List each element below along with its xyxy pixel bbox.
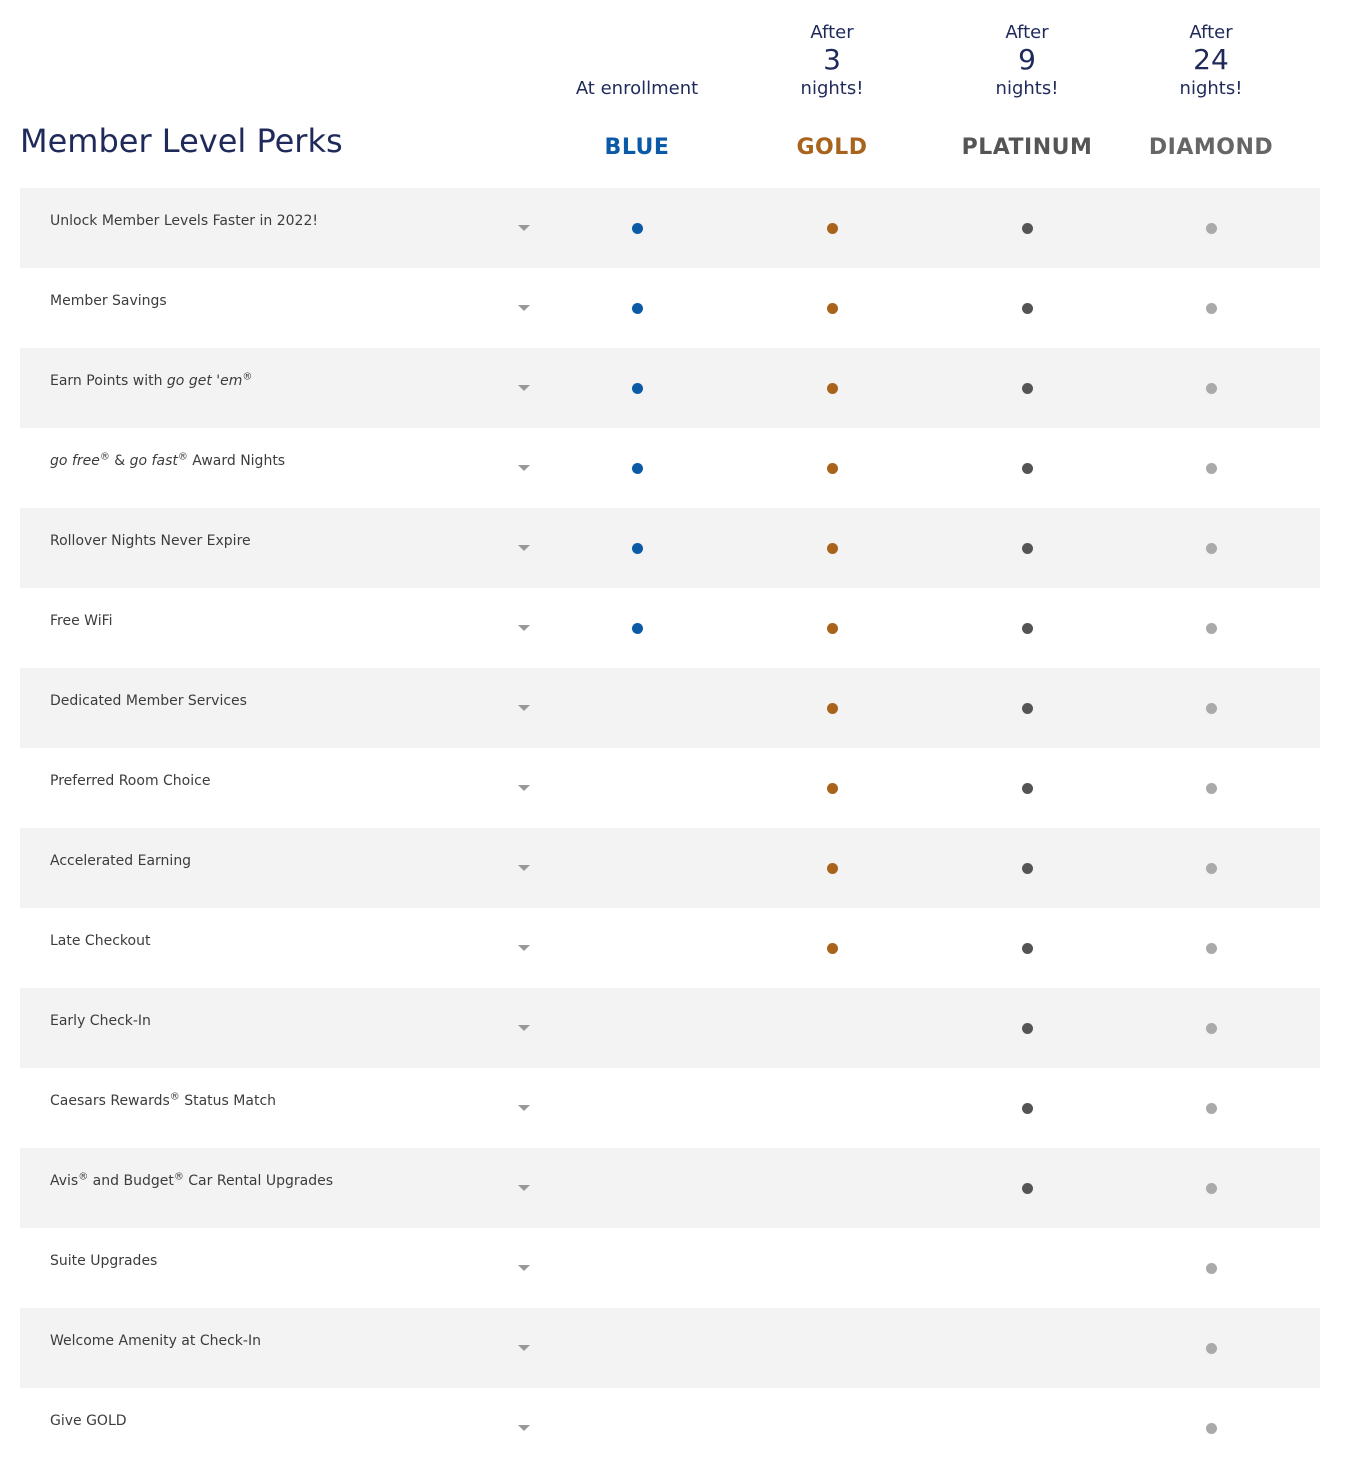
chevron-down-icon[interactable] [518, 945, 530, 951]
chevron-down-icon[interactable] [518, 625, 530, 631]
included-dot-icon-diamond [1206, 383, 1217, 394]
included-dot-icon-blue [632, 383, 643, 394]
included-dot-icon-gold [827, 383, 838, 394]
included-dot-icon-platinum [1022, 783, 1033, 794]
included-dot-icon-gold [827, 463, 838, 474]
chevron-down-icon[interactable] [518, 1425, 530, 1431]
chevron-down-icon[interactable] [518, 705, 530, 711]
included-dot-icon-platinum [1022, 943, 1033, 954]
tier-requirement-prefix: After [1189, 22, 1233, 43]
included-dot-icon-diamond [1206, 543, 1217, 554]
tier-requirement-suffix: nights! [995, 78, 1059, 99]
perk-row-preferred-room-choice[interactable] [20, 748, 1320, 828]
tier-requirement: At enrollment [575, 78, 699, 99]
included-dot-icon-diamond [1206, 463, 1217, 474]
tier-name-diamond: DIAMOND [1148, 135, 1274, 160]
chevron-down-icon[interactable] [518, 545, 530, 551]
perk-row-avis-and-budget-car-rental-upgrades[interactable] [20, 1148, 1320, 1228]
perk-label: Member Savings [50, 293, 167, 309]
included-dot-icon-gold [827, 783, 838, 794]
perk-label: Caesars Rewards® Status Match [50, 1091, 277, 1109]
tier-name-gold: GOLD [796, 135, 868, 160]
perk-label: go free® & go fast® Award Nights [50, 451, 286, 469]
perk-row-accelerated-earning[interactable] [20, 828, 1320, 908]
perk-row-early-check-in[interactable] [20, 988, 1320, 1068]
included-dot-icon-diamond [1206, 1263, 1217, 1274]
perk-row-late-checkout[interactable] [20, 908, 1320, 988]
perk-label: Early Check-In [50, 1013, 151, 1029]
perk-label: Accelerated Earning [50, 853, 192, 869]
perk-label: Rollover Nights Never Expire [50, 533, 251, 549]
included-dot-icon-diamond [1206, 1023, 1217, 1034]
perk-row-give-gold[interactable] [20, 1388, 1320, 1468]
included-dot-icon-blue [632, 623, 643, 634]
chevron-down-icon[interactable] [518, 225, 530, 231]
included-dot-icon-gold [827, 623, 838, 634]
chevron-down-icon[interactable] [518, 865, 530, 871]
included-dot-icon-gold [827, 223, 838, 234]
included-dot-icon-gold [827, 943, 838, 954]
included-dot-icon-platinum [1022, 1183, 1033, 1194]
included-dot-icon-platinum [1022, 703, 1033, 714]
included-dot-icon-gold [827, 863, 838, 874]
chevron-down-icon[interactable] [518, 1265, 530, 1271]
page-title: Member Level Perks [20, 122, 343, 160]
perk-label: Free WiFi [50, 613, 113, 629]
perk-label: Give GOLD [50, 1413, 127, 1429]
chevron-down-icon[interactable] [518, 465, 530, 471]
included-dot-icon-platinum [1022, 1103, 1033, 1114]
included-dot-icon-platinum [1022, 223, 1033, 234]
included-dot-icon-diamond [1206, 943, 1217, 954]
tier-requirement-nights: 3 [823, 43, 841, 76]
perk-row-free-wifi[interactable] [20, 588, 1320, 668]
tier-requirement-prefix: After [1005, 22, 1049, 43]
perk-row-unlock-member-levels-faster-in-2022[interactable] [20, 188, 1320, 268]
perk-row-dedicated-member-services[interactable] [20, 668, 1320, 748]
chevron-down-icon[interactable] [518, 385, 530, 391]
perk-row-rollover-nights-never-expire[interactable] [20, 508, 1320, 588]
included-dot-icon-blue [632, 303, 643, 314]
included-dot-icon-blue [632, 463, 643, 474]
perk-label: Preferred Room Choice [50, 773, 211, 789]
included-dot-icon-diamond [1206, 1183, 1217, 1194]
chevron-down-icon[interactable] [518, 305, 530, 311]
included-dot-icon-diamond [1206, 783, 1217, 794]
chevron-down-icon[interactable] [518, 1105, 530, 1111]
perk-label: Suite Upgrades [50, 1253, 158, 1269]
included-dot-icon-diamond [1206, 223, 1217, 234]
included-dot-icon-blue [632, 223, 643, 234]
included-dot-icon-diamond [1206, 1343, 1217, 1354]
perks-table [20, 188, 1320, 1468]
perk-row-earn-points-with-go-get-em[interactable] [20, 348, 1320, 428]
included-dot-icon-gold [827, 543, 838, 554]
included-dot-icon-platinum [1022, 863, 1033, 874]
perk-label: Avis® and Budget® Car Rental Upgrades [50, 1171, 333, 1189]
included-dot-icon-platinum [1022, 303, 1033, 314]
included-dot-icon-diamond [1206, 863, 1217, 874]
chevron-down-icon[interactable] [518, 1345, 530, 1351]
perk-row-go-free-go-fast-award-nights[interactable] [20, 428, 1320, 508]
chevron-down-icon[interactable] [518, 1025, 530, 1031]
tier-requirement-nights: 24 [1193, 43, 1229, 76]
perk-row-welcome-amenity-at-check-in[interactable] [20, 1308, 1320, 1388]
perk-row-suite-upgrades[interactable] [20, 1228, 1320, 1308]
tier-name-blue: BLUE [604, 135, 670, 160]
included-dot-icon-blue [632, 543, 643, 554]
tier-requirement-nights: 9 [1018, 43, 1036, 76]
included-dot-icon-platinum [1022, 463, 1033, 474]
included-dot-icon-platinum [1022, 383, 1033, 394]
chevron-down-icon[interactable] [518, 785, 530, 791]
perk-label: Welcome Amenity at Check-In [50, 1333, 261, 1349]
tier-name-platinum: PLATINUM [961, 135, 1093, 160]
perk-row-caesars-rewards-status-match[interactable] [20, 1068, 1320, 1148]
tier-requirement-suffix: nights! [1179, 78, 1243, 99]
perk-row-member-savings[interactable] [20, 268, 1320, 348]
perk-label: Earn Points with go get 'em® [50, 371, 253, 389]
included-dot-icon-diamond [1206, 623, 1217, 634]
included-dot-icon-platinum [1022, 623, 1033, 634]
chevron-down-icon[interactable] [518, 1185, 530, 1191]
included-dot-icon-gold [827, 303, 838, 314]
perk-label: Late Checkout [50, 933, 151, 949]
included-dot-icon-diamond [1206, 303, 1217, 314]
included-dot-icon-platinum [1022, 1023, 1033, 1034]
perk-label: Dedicated Member Services [50, 693, 247, 709]
included-dot-icon-diamond [1206, 1103, 1217, 1114]
included-dot-icon-diamond [1206, 703, 1217, 714]
included-dot-icon-diamond [1206, 1423, 1217, 1434]
tier-requirement-suffix: nights! [800, 78, 864, 99]
tier-requirement-prefix: After [810, 22, 854, 43]
included-dot-icon-gold [827, 703, 838, 714]
included-dot-icon-platinum [1022, 543, 1033, 554]
perk-label: Unlock Member Levels Faster in 2022! [50, 213, 318, 229]
